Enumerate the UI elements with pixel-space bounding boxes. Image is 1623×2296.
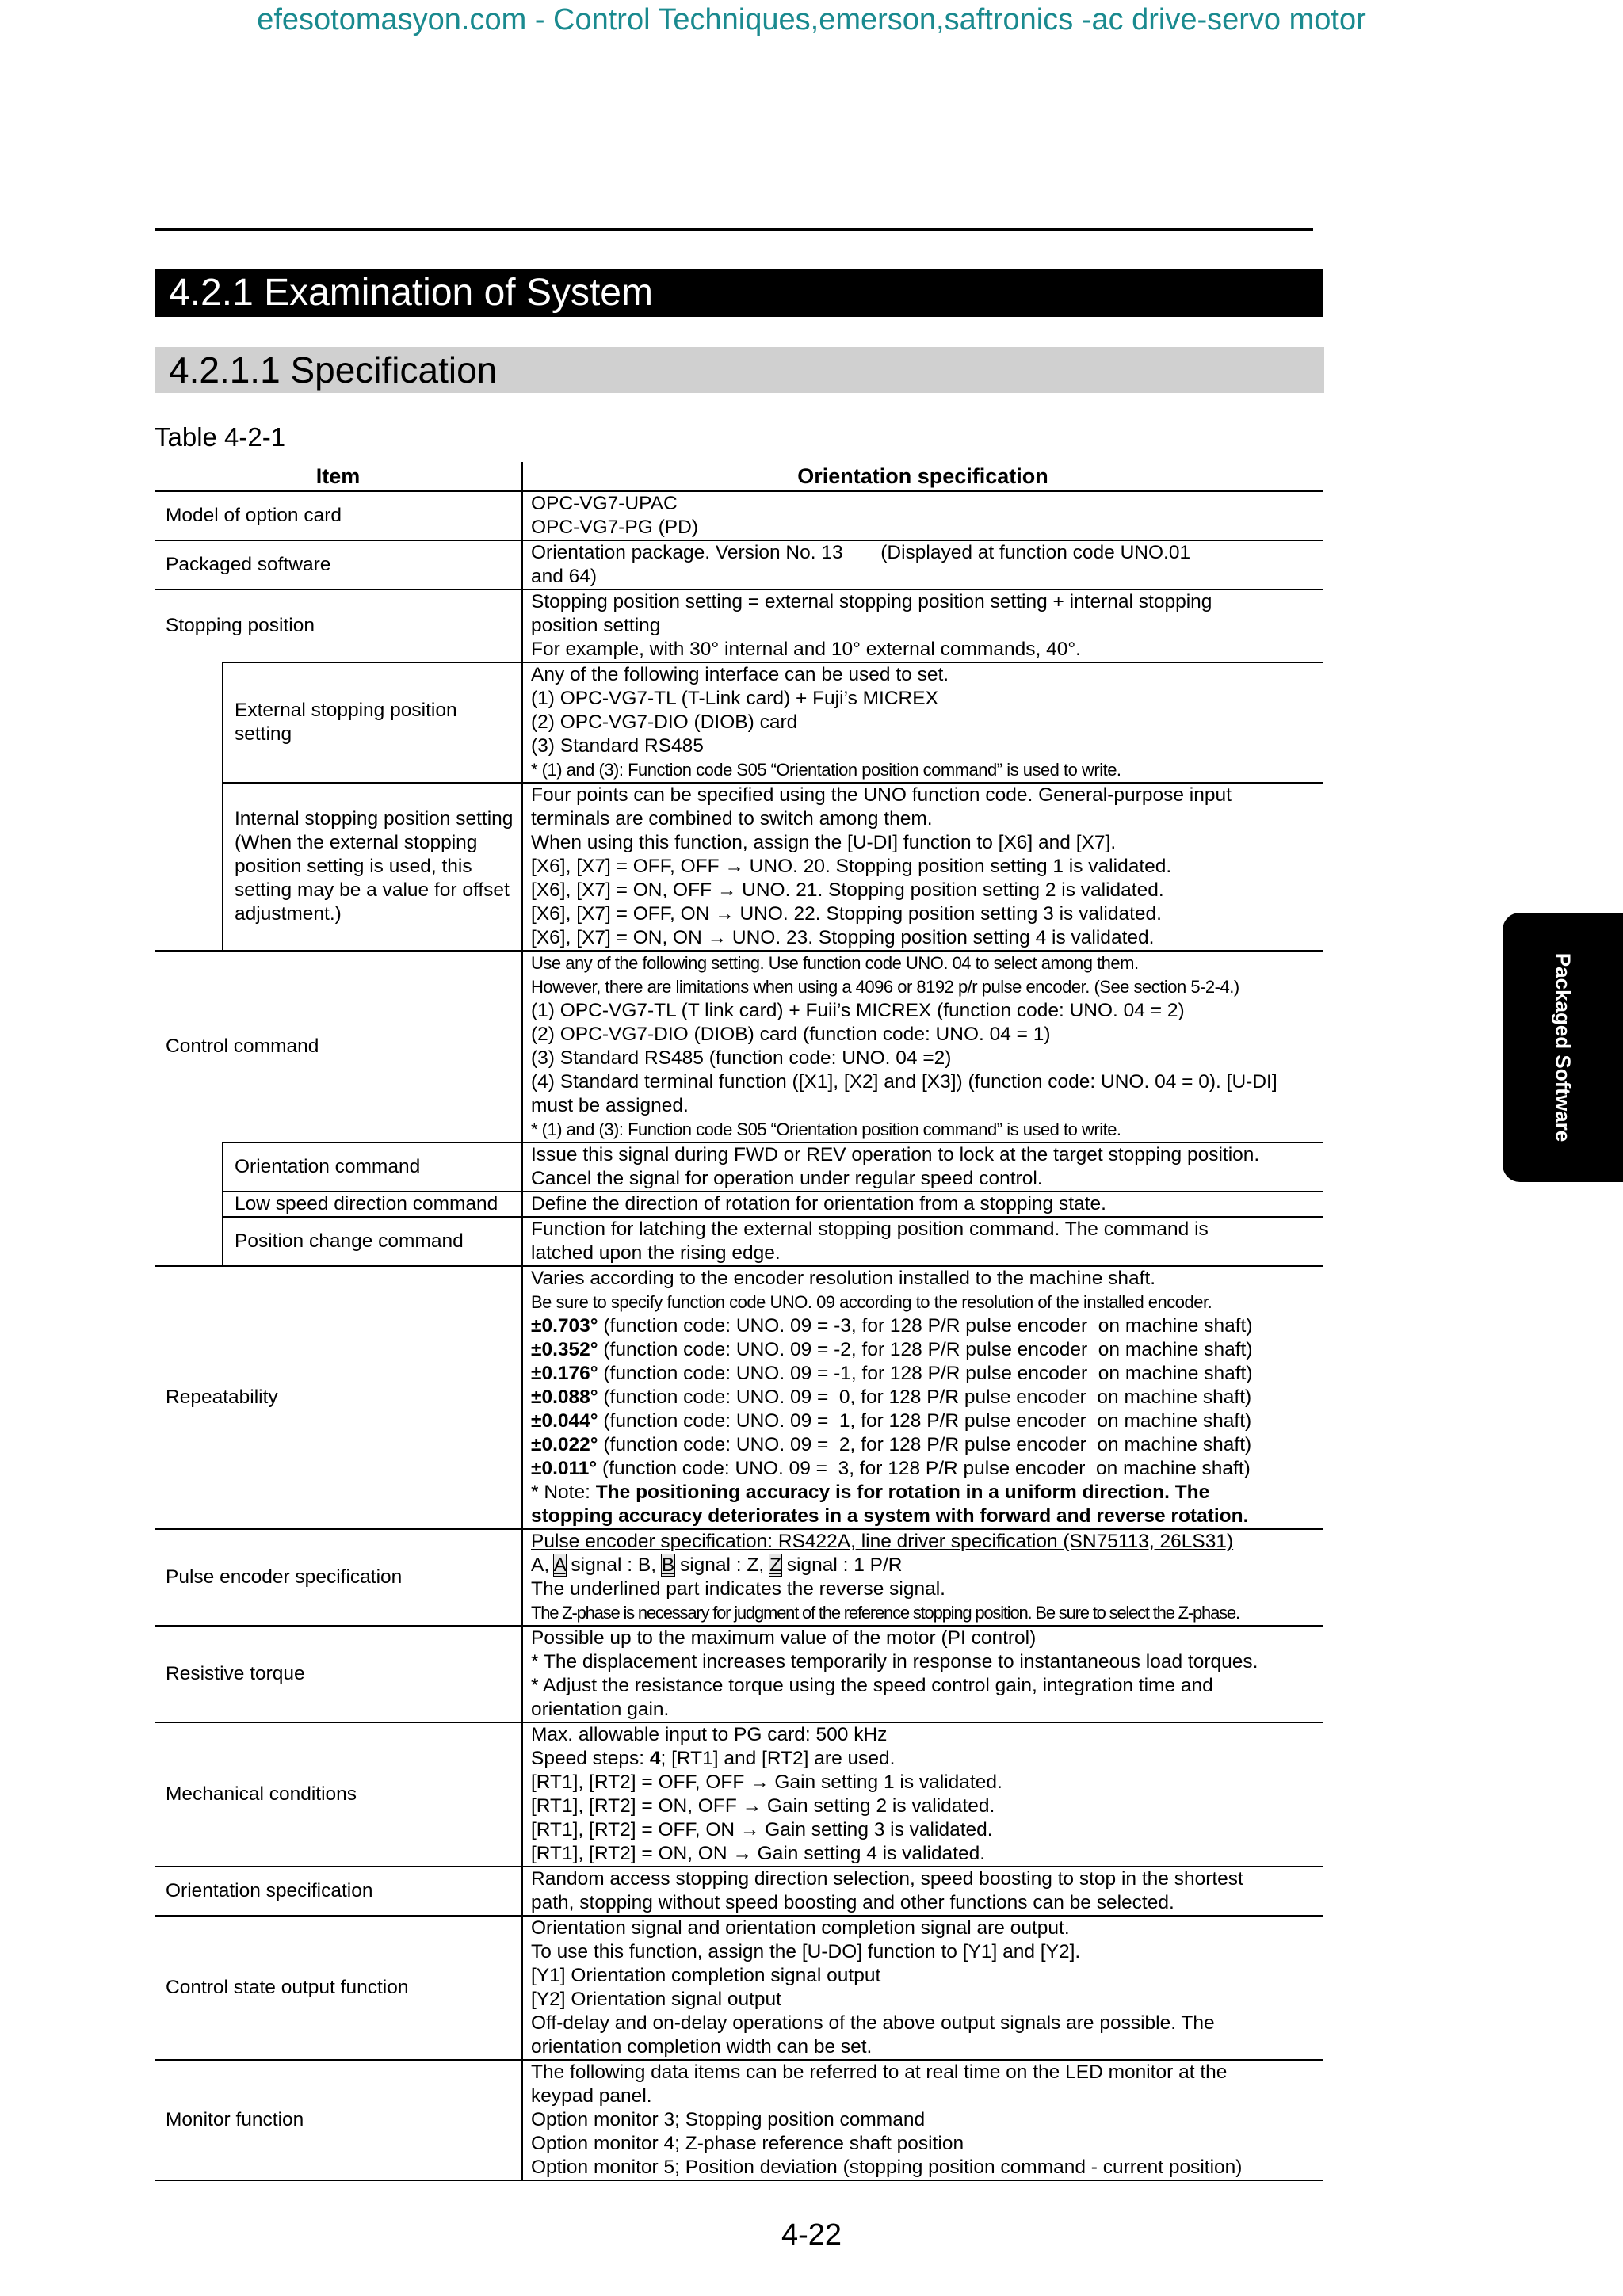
repeatability-note-cont: stopping accuracy deteriorates in a system with forward and reverse rotation. bbox=[531, 1505, 1249, 1527]
subsection-heading: 4.2.1.1 Specification bbox=[155, 347, 1324, 393]
row-spec bbox=[522, 662, 1323, 783]
table-row bbox=[155, 589, 1323, 662]
spec-line: (1) OPC-VG7-TL (T link card) + Fuii’s MICREX (function code: UNO. 04 = 2) bbox=[531, 1000, 1185, 1021]
spec-note: * (1) and (3): Function code S05 “Orientation position command” is used to write. bbox=[531, 1119, 1121, 1139]
spec-line: Random access stopping direction selection, speed boosting to stop in the shortest bbox=[531, 1868, 1243, 1890]
spec-line: [X6], [X7] = OFF, ON → UNO. 22. Stopping position setting 3 is validated. bbox=[531, 903, 1162, 925]
header-spec: Orientation specification bbox=[522, 462, 1323, 491]
table-row bbox=[155, 662, 1323, 783]
spec-line: (2) OPC-VG7-DIO (DIOB) card bbox=[531, 711, 798, 733]
spec-line: OPC-VG7-UPAC bbox=[531, 493, 678, 514]
spec-line: (4) Standard terminal function ([X1], [X2] and [X3]) (function code: UNO. 04 = 0). [U-DI] bbox=[531, 1071, 1277, 1093]
spec-line: Orientation signal and orientation completion signal are output. bbox=[531, 1917, 1070, 1939]
spec-line: OPC-VG7-PG (PD) bbox=[531, 517, 698, 538]
spec-line: However, there are limitations when using a 4096 or 8192 p/r pulse encoder. (See section 5-2-4.) bbox=[531, 977, 1239, 997]
row-item: External stopping position setting bbox=[223, 662, 522, 783]
table-row bbox=[155, 1867, 1323, 1916]
spec-line: Issue this signal during FWD or REV operation to lock at the target stopping position. bbox=[531, 1144, 1260, 1165]
row-item: Control state output function bbox=[155, 1916, 522, 2060]
row-spec bbox=[522, 1266, 1323, 1529]
spec-line: (1) OPC-VG7-TL (T-Link card) + Fuji’s MICREX bbox=[531, 688, 938, 709]
spec-line: Stopping position setting = external stopping position setting + internal stopping bbox=[531, 591, 1212, 612]
table-row bbox=[155, 783, 1323, 951]
spec-line: [Y1] Orientation completion signal output bbox=[531, 1965, 881, 1986]
spec-line: position setting bbox=[531, 615, 661, 636]
spec-line: Option monitor 4; Z-phase reference shaft position bbox=[531, 2133, 964, 2154]
spec-line: latched upon the rising edge. bbox=[531, 1242, 781, 1264]
row-item: Position change command bbox=[223, 1217, 522, 1266]
spec-line: * Adjust the resistance torque using the speed control gain, integration time and bbox=[531, 1675, 1213, 1696]
spec-line: [RT1], [RT2] = OFF, OFF → Gain setting 1 is validated. bbox=[531, 1772, 1002, 1793]
spec-line: [X6], [X7] = OFF, OFF → UNO. 20. Stopping position setting 1 is validated. bbox=[531, 856, 1172, 877]
spec-line: Cancel the signal for operation under regular speed control. bbox=[531, 1168, 1043, 1189]
spec-line: The Z-phase is necessary for judgment of the reference stopping position. Be sure to select the Z-phase. bbox=[531, 1603, 1239, 1623]
table-row bbox=[155, 1722, 1323, 1867]
spec-line: Four points can be specified using the UNO function code. General-purpose input bbox=[531, 784, 1232, 806]
row-item: Packaged software bbox=[155, 540, 522, 589]
side-tab bbox=[1503, 913, 1623, 1182]
row-item: Monitor function bbox=[155, 2060, 522, 2180]
row-item: Orientation specification bbox=[155, 1867, 522, 1916]
table-row bbox=[155, 1916, 1323, 2060]
table-row bbox=[155, 491, 1323, 540]
spec-line: To use this function, assign the [U-DO] function to [Y1] and [Y2]. bbox=[531, 1941, 1081, 1962]
indent-cell bbox=[155, 1142, 223, 1192]
table-row bbox=[155, 540, 1323, 589]
spec-line: (3) Standard RS485 bbox=[531, 735, 704, 757]
table-row bbox=[155, 1626, 1323, 1722]
table-row bbox=[155, 1266, 1323, 1529]
row-item: Repeatability bbox=[155, 1266, 522, 1529]
row-spec bbox=[522, 1867, 1323, 1916]
spec-line: Define the direction of rotation for orientation from a stopping state. bbox=[531, 1193, 1106, 1215]
table-row bbox=[155, 1217, 1323, 1266]
indent-cell bbox=[155, 783, 223, 951]
spec-line: orientation gain. bbox=[531, 1699, 670, 1720]
row-spec bbox=[522, 1142, 1323, 1192]
row-item: Model of option card bbox=[155, 491, 522, 540]
row-spec bbox=[522, 1217, 1323, 1266]
row-item: Mechanical conditions bbox=[155, 1722, 522, 1867]
spec-line: (3) Standard RS485 (function code: UNO. 04 =2) bbox=[531, 1047, 952, 1069]
row-spec bbox=[522, 589, 1323, 662]
spec-line: The underlined part indicates the reverse signal. bbox=[531, 1578, 945, 1600]
item-label: Internal stopping position setting bbox=[235, 808, 514, 830]
page-number: 4-22 bbox=[781, 2218, 842, 2252]
row-item bbox=[223, 783, 522, 951]
spec-line: The following data items can be referred to at real time on the LED monitor at the bbox=[531, 2061, 1228, 2083]
spec-line: Possible up to the maximum value of the motor (PI control) bbox=[531, 1627, 1037, 1649]
repeatability-row: ±0.022° (function code: UNO. 09 = 2, for 128 P/R pulse encoder on machine shaft) bbox=[531, 1434, 1252, 1455]
repeatability-row: ±0.352° (function code: UNO. 09 = -2, for 128 P/R pulse encoder on machine shaft) bbox=[531, 1339, 1253, 1360]
spec-line: Be sure to specify function code UNO. 09 according to the resolution of the installed encoder. bbox=[531, 1292, 1212, 1312]
indent-cell bbox=[155, 1192, 223, 1217]
table-row bbox=[155, 1529, 1323, 1626]
indent-cell bbox=[155, 1217, 223, 1266]
row-item: Resistive torque bbox=[155, 1626, 522, 1722]
spec-line: [Y2] Orientation signal output bbox=[531, 1989, 781, 2010]
row-spec bbox=[522, 783, 1323, 951]
spec-line: (2) OPC-VG7-DIO (DIOB) card (function code: UNO. 04 = 1) bbox=[531, 1024, 1051, 1045]
top-rule bbox=[155, 228, 1313, 231]
table-row bbox=[155, 951, 1323, 1142]
spec-line: Orientation package. Version No. 13 (Displayed at function code UNO.01 bbox=[531, 542, 1191, 563]
row-item: Low speed direction command bbox=[223, 1192, 522, 1217]
spec-line: terminals are combined to switch among them. bbox=[531, 808, 933, 830]
table-row bbox=[155, 1192, 1323, 1217]
spec-line: path, stopping without speed boosting and other functions can be selected. bbox=[531, 1892, 1174, 1913]
row-spec bbox=[522, 491, 1323, 540]
row-item: Pulse encoder specification bbox=[155, 1529, 522, 1626]
table-header-row bbox=[155, 462, 1323, 491]
row-spec bbox=[522, 1722, 1323, 1867]
spec-line: Pulse encoder specification: RS422A, line driver specification (SN75113, 26LS31) bbox=[531, 1531, 1234, 1552]
repeatability-row: ±0.088° (function code: UNO. 09 = 0, for 128 P/R pulse encoder on machine shaft) bbox=[531, 1386, 1252, 1408]
repeatability-row: ±0.044° (function code: UNO. 09 = 1, for 128 P/R pulse encoder on machine shaft) bbox=[531, 1410, 1252, 1432]
spec-line: [RT1], [RT2] = ON, OFF → Gain setting 2 is validated. bbox=[531, 1795, 995, 1817]
spec-line: Use any of the following setting. Use function code UNO. 04 to select among them. bbox=[531, 953, 1139, 973]
signal-line: A, A signal : B, B signal : Z, Z signal : 1 P/R bbox=[531, 1554, 903, 1576]
row-item: Orientation command bbox=[223, 1142, 522, 1192]
row-item: Stopping position bbox=[155, 589, 522, 662]
site-banner: efesotomasyon.com - Control Techniques,emerson,saftronics -ac drive-servo motor bbox=[257, 3, 1366, 36]
spec-line: Varies according to the encoder resolution installed to the machine shaft. bbox=[531, 1268, 1156, 1289]
section-heading: 4.2.1 Examination of System bbox=[155, 269, 1323, 317]
spec-line: [RT1], [RT2] = OFF, ON → Gain setting 3 is validated. bbox=[531, 1819, 993, 1840]
item-note: (When the external stopping position setting is used, this setting may be a value for offset adjustment.) bbox=[235, 832, 510, 925]
spec-line: orientation completion width can be set. bbox=[531, 2036, 873, 2058]
repeatability-row: ±0.176° (function code: UNO. 09 = -1, for 128 P/R pulse encoder on machine shaft) bbox=[531, 1363, 1253, 1384]
spec-line: For example, with 30° internal and 10° external commands, 40°. bbox=[531, 639, 1081, 660]
row-spec bbox=[522, 1626, 1323, 1722]
table-row bbox=[155, 1142, 1323, 1192]
row-spec bbox=[522, 1916, 1323, 2060]
header-item: Item bbox=[155, 462, 522, 491]
repeatability-row: ±0.011° (function code: UNO. 09 = 3, for 128 P/R pulse encoder on machine shaft) bbox=[531, 1458, 1251, 1479]
repeatability-note: * Note: The positioning accuracy is for rotation in a uniform direction. The bbox=[531, 1482, 1210, 1503]
row-spec bbox=[522, 951, 1323, 1142]
spec-line: keypad panel. bbox=[531, 2085, 652, 2107]
spec-note: * (1) and (3): Function code S05 “Orientation position command” is used to write. bbox=[531, 760, 1121, 780]
spec-line: [X6], [X7] = ON, ON → UNO. 23. Stopping position setting 4 is validated. bbox=[531, 927, 1155, 948]
spec-line: and 64) bbox=[531, 566, 598, 587]
spec-line: Max. allowable input to PG card: 500 kHz bbox=[531, 1724, 888, 1745]
specification-table bbox=[155, 462, 1323, 2181]
spec-line: Any of the following interface can be used to set. bbox=[531, 664, 949, 685]
side-tab-label: Packaged Software bbox=[1551, 952, 1575, 1142]
row-spec bbox=[522, 540, 1323, 589]
spec-line: [X6], [X7] = ON, OFF → UNO. 21. Stopping position setting 2 is validated. bbox=[531, 879, 1164, 901]
table-caption: Table 4-2-1 bbox=[155, 422, 286, 452]
spec-line: When using this function, assign the [U-DI] function to [X6] and [X7]. bbox=[531, 832, 1117, 853]
row-spec bbox=[522, 2060, 1323, 2180]
spec-line: must be assigned. bbox=[531, 1095, 689, 1116]
table-row bbox=[155, 2060, 1323, 2180]
spec-line: Off-delay and on-delay operations of the above output signals are possible. The bbox=[531, 2012, 1215, 2034]
indent-cell bbox=[155, 662, 223, 783]
row-spec bbox=[522, 1529, 1323, 1626]
row-spec bbox=[522, 1192, 1323, 1217]
spec-line: Option monitor 5; Position deviation (stopping position command - current position) bbox=[531, 2157, 1243, 2178]
row-item: Control command bbox=[155, 951, 522, 1142]
repeatability-row: ±0.703° (function code: UNO. 09 = -3, for 128 P/R pulse encoder on machine shaft) bbox=[531, 1315, 1253, 1337]
spec-line: [RT1], [RT2] = ON, ON → Gain setting 4 is validated. bbox=[531, 1843, 986, 1864]
spec-line: Option monitor 3; Stopping position command bbox=[531, 2109, 926, 2130]
spec-line: Function for latching the external stopping position command. The command is bbox=[531, 1219, 1209, 1240]
speed-steps-line: Speed steps: 4; [RT1] and [RT2] are used. bbox=[531, 1748, 896, 1769]
spec-line: * The displacement increases temporarily in response to instantaneous load torques. bbox=[531, 1651, 1258, 1672]
